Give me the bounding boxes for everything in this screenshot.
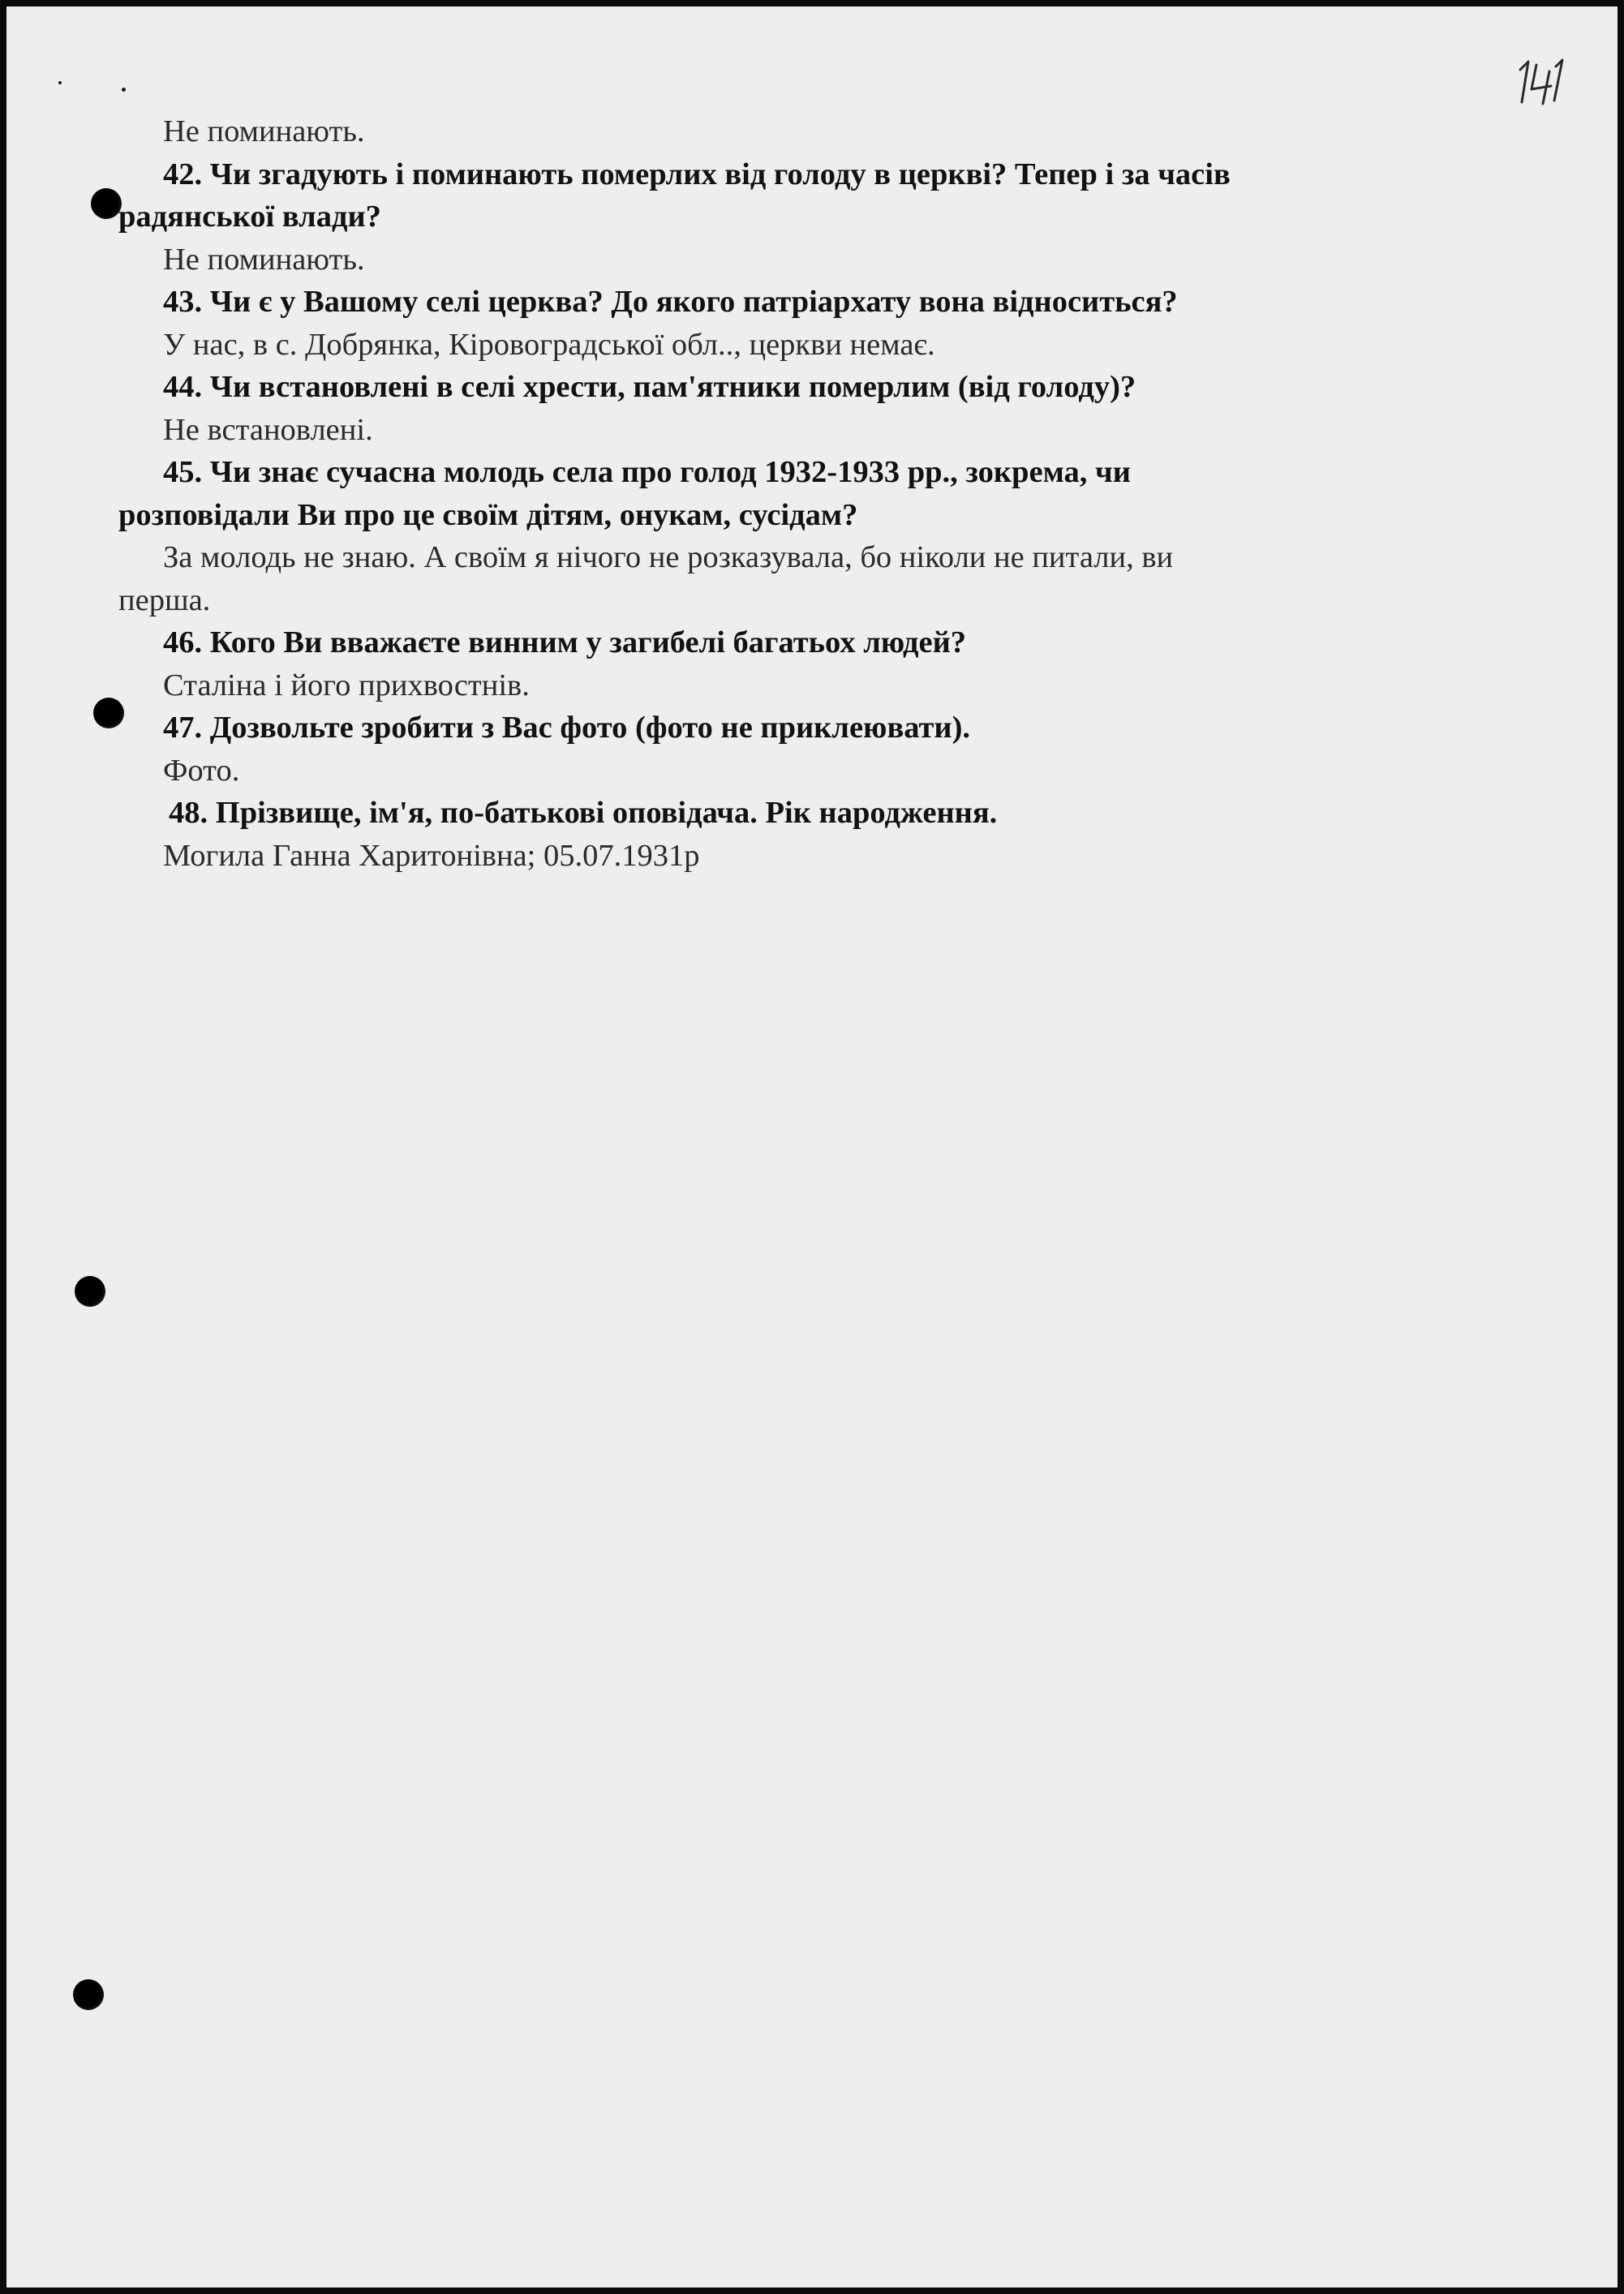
- punch-hole-icon: [73, 1979, 104, 2010]
- question-45: 45. Чи знає сучасна молодь села про голод 1932-1933 рр., зокрема, чи: [163, 455, 1131, 489]
- handwritten-folio-number: [1512, 54, 1569, 107]
- speck: [58, 81, 62, 84]
- document-text: [118, 110, 1514, 877]
- answer-42: Не поминають.: [163, 242, 365, 277]
- answer-45-continued: перша.: [118, 582, 211, 617]
- question-42: 42. Чи згадують і поминають померлих від голоду в церкві? Тепер і за часів: [163, 157, 1231, 191]
- speck: [122, 88, 126, 92]
- punch-hole-icon: [75, 1276, 105, 1307]
- answer-41: Не поминають.: [163, 114, 365, 148]
- answer-45: За молодь не знаю. А своїм я нічого не розказувала, бо ніколи не питали, ви: [163, 540, 1174, 574]
- question-45-continued: розповідали Ви про це своїм дітям, онукам, сусідам?: [118, 497, 858, 532]
- question-42-continued: радянської влади?: [118, 200, 381, 234]
- question-46: 46. Кого Ви вважаєте винним у загибелі багатьох людей?: [163, 625, 967, 659]
- answer-43: У нас, в с. Добрянка, Кіровоградської обл.., церкви немає.: [163, 327, 935, 362]
- answer-44: Не встановлені.: [163, 412, 373, 447]
- answer-48: Могила Ганна Харитонівна; 05.07.1931р: [163, 838, 700, 873]
- answer-46: Сталіна і його прихвостнів.: [163, 668, 530, 702]
- question-48: 48. Прізвище, ім'я, по-батькові оповідача. Рік народження.: [169, 796, 998, 830]
- document-page: [6, 6, 1618, 2288]
- answer-47: Фото.: [163, 753, 240, 788]
- question-43: 43. Чи є у Вашому селі церква? До якого патріархату вона відноситься?: [163, 285, 1178, 319]
- punch-hole-icon: [91, 188, 122, 219]
- question-47: 47. Дозвольте зробити з Вас фото (фото не приклеювати).: [163, 711, 971, 745]
- question-44: 44. Чи встановлені в селі хрести, пам'ятники померлим (від голоду)?: [163, 370, 1136, 404]
